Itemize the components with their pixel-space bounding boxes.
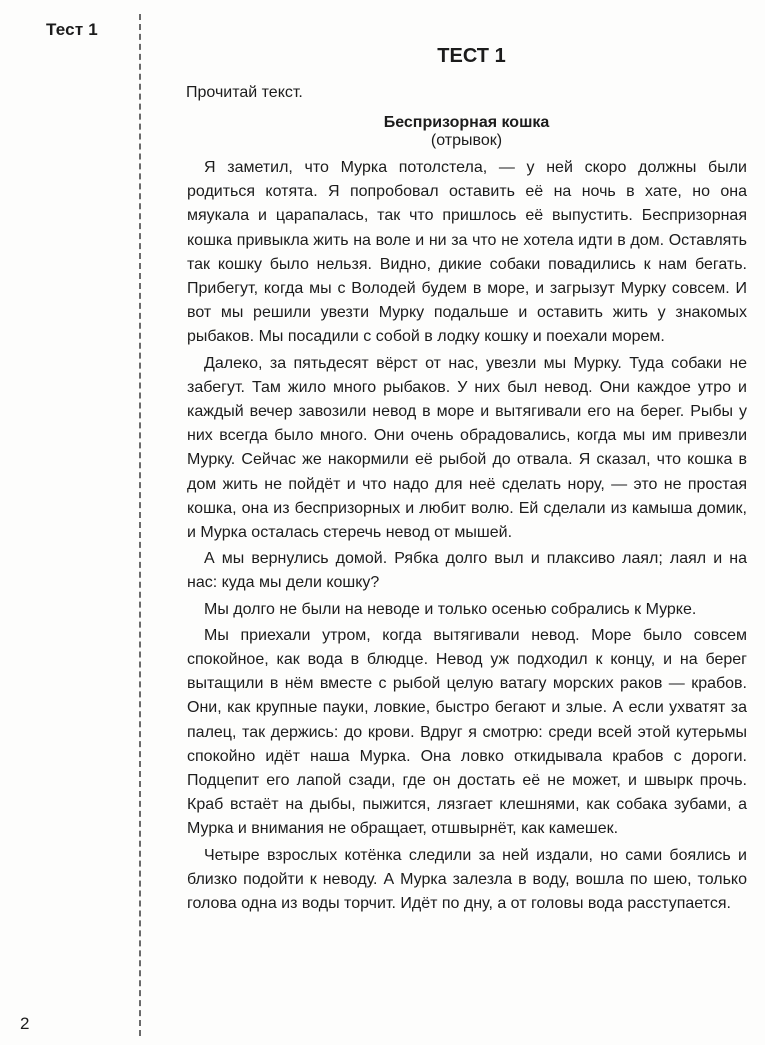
margin-test-label: Тест 1	[46, 20, 98, 39]
page-content	[186, 45, 747, 918]
test-title: ТЕСТ 1	[437, 45, 506, 67]
story-paragraph: Я заметил, что Мурка потолстела, — у ней скоро должны были родиться котята. Я попробовал оставить её на ночь в хате, но она мяукала и царапалась, так что пришлось её выпустить. Беспризорная кошка привыкла жить на воле и ни за что не хотела идти в дом. Оставлять так кошку было нельзя. Видно, дикие собаки повадились к нам бегать. Прибегут, когда мы с Володей будем в море, и загрызут Мурку совсем. И вот мы решили увезти Мурку подальше и оставить жить у знакомых рыбаков. Мы посадили с собой в лодку кошку и поехали морем.	[187, 159, 747, 346]
story-subtitle: (отрывок)	[430, 132, 503, 149]
instruction-text: Прочитай текст.	[186, 84, 303, 101]
story-paragraph: Далеко, за пятьдесят вёрст от нас, увезли мы Мурку. Туда собаки не забегут. Там жило много рыбаков. У них был невод. Они каждое утро и каждый вечер завозили невод в море и вытягивали его на берег. Рыбы у них всегда было много. Они очень обрадовались, когда мы им привезли Мурку. Сейчас же накормили её рыбой до отвала. Я сказал, что кошка в дом жить не пойдёт и что надо для неё сделать нору, — это не простая кошка, она из беспризорных и любит волю. Ей сделали из камыша домик, и Мурка осталась стеречь невод от мышей.	[187, 354, 747, 542]
story-paragraph: Мы приехали утром, когда вытягивали невод. Море было совсем спокойное, как вода в блюдце. Невод уж подходил к концу, и на берег вытащили в нём вместе с рыбой целую ватагу морских раков — крабов. Они, как крупные пауки, ловкие, быстро бегают и злые. А если ухватят за палец, так держись: до крови. Вдруг я смотрю: среди всей этой кутерьмы спокойно идёт наша Мурка. Она ловко откидывала крабов с дороги. Подцепит его лапой сзади, где он достать её не может, и швырк прочь. Краб встаёт на дыбы, пыжится, лязгает клешнями, как собака зубами, а Мурка и внимания не обращает, отшвырнёт, как камешек.	[187, 626, 747, 838]
story-paragraph: А мы вернулись домой. Рябка долго выл и плаксиво лаял; лаял и на нас: куда мы дели кошку?	[187, 550, 747, 592]
dashed-cut-line	[139, 14, 141, 1036]
page-number: 2	[20, 1014, 30, 1033]
story-paragraph: Четыре взрослых котёнка следили за ней издали, но сами боялись и близко подойти к неводу. А Мурка залезла в воду, вошла по шею, только голова одна из воды торчит. Идёт по дну, а от головы вода расступается.	[187, 846, 747, 913]
story-paragraph: Мы долго не были на неводе и только осенью собрались к Мурке.	[204, 600, 697, 618]
story-title: Беспризорная кошка	[383, 114, 550, 131]
